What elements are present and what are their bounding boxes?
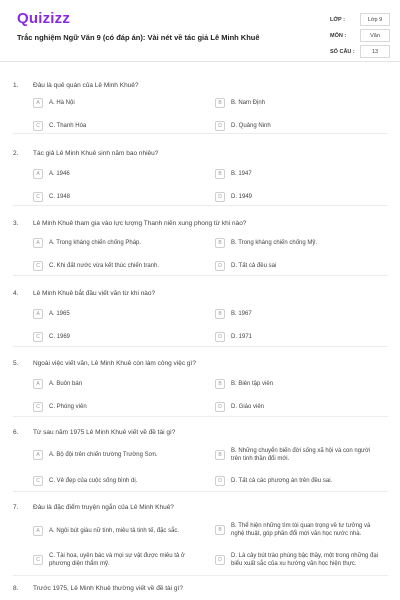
option-text: C. 1969 bbox=[49, 334, 71, 340]
question-divider bbox=[13, 346, 388, 347]
option-letter-box: D bbox=[215, 402, 225, 412]
option-text: A. 1965 bbox=[49, 311, 70, 317]
option-letter-box: D bbox=[215, 121, 225, 131]
option-a[interactable] bbox=[33, 526, 179, 536]
option-b[interactable] bbox=[215, 522, 381, 538]
option-letter-box: D bbox=[215, 332, 225, 342]
option-letter-box: C bbox=[33, 261, 43, 271]
option-letter-box: D bbox=[215, 261, 225, 271]
option-b[interactable] bbox=[215, 309, 252, 319]
option-c[interactable] bbox=[33, 261, 159, 271]
option-b[interactable] bbox=[215, 98, 265, 108]
option-letter-box: C bbox=[33, 192, 43, 202]
quizizz-logo[interactable]: Quizizz bbox=[17, 10, 71, 27]
option-letter-box: A bbox=[33, 450, 43, 460]
question-text: Lê Minh Khuê bắt đầu viết văn từ khi nào? bbox=[33, 290, 156, 297]
option-a[interactable] bbox=[33, 379, 82, 389]
meta-key-subject: MÔN : bbox=[330, 32, 347, 39]
meta-row-grade bbox=[330, 12, 390, 27]
option-text: B. Nam Định bbox=[231, 100, 266, 106]
option-text: C. Thanh Hóa bbox=[49, 123, 87, 129]
option-letter-box: B bbox=[215, 98, 225, 108]
option-letter-box: A bbox=[33, 526, 43, 536]
option-text: D. Quảng Ninh bbox=[231, 123, 271, 129]
question-text: Từ sau năm 1975 Lê Minh Khuê viết về đề tài gì? bbox=[33, 429, 176, 436]
question-number: 3. bbox=[13, 220, 19, 227]
question-divider bbox=[13, 275, 388, 276]
question-divider bbox=[13, 491, 388, 492]
question-text: Đâu là quê quán của Lê Minh Khuê? bbox=[33, 82, 139, 89]
option-text: D. Tất cả các phương án trên đều sai. bbox=[231, 478, 333, 484]
option-d[interactable] bbox=[215, 402, 264, 412]
worksheet-title: Trắc nghiệm Ngữ Văn 9 (có đáp án): Vài nét về tác giả Lê Minh Khuê bbox=[17, 33, 260, 42]
question-divider bbox=[13, 133, 388, 134]
option-b[interactable] bbox=[215, 379, 273, 389]
option-d[interactable] bbox=[215, 552, 381, 568]
question-number: 7. bbox=[13, 504, 19, 511]
option-d[interactable] bbox=[215, 261, 276, 271]
option-letter-box: D bbox=[215, 555, 225, 565]
option-c[interactable] bbox=[33, 192, 70, 202]
option-text: A. Buôn bán bbox=[49, 381, 83, 387]
question-number: 2. bbox=[13, 150, 19, 157]
option-c[interactable] bbox=[33, 552, 199, 568]
option-c[interactable] bbox=[33, 476, 137, 486]
meta-value-subject: Văn bbox=[360, 29, 390, 42]
question-divider bbox=[13, 575, 388, 576]
option-b[interactable] bbox=[215, 447, 381, 463]
option-letter-box: B bbox=[215, 309, 225, 319]
option-text: D. 1949 bbox=[231, 194, 253, 200]
question-divider bbox=[13, 205, 388, 206]
option-letter-box: B bbox=[215, 169, 225, 179]
question-text: Ngoài việc viết văn, Lê Minh Khuê còn làm công việc gì? bbox=[33, 360, 196, 367]
option-d[interactable] bbox=[215, 332, 252, 342]
question-divider bbox=[13, 416, 388, 417]
option-text: D. Là cây bút trào phúng bậc thầy, một trong những đại biểu xuất sắc của xu hướng văn học hiện thực. bbox=[231, 553, 378, 567]
option-text: B. 1947 bbox=[231, 171, 252, 177]
question-number: 1. bbox=[13, 82, 19, 89]
option-letter-box: C bbox=[33, 402, 43, 412]
question-number: 4. bbox=[13, 290, 19, 297]
option-text: A. Ngôi bút giàu nữ tính, miêu tả tinh tế, đặc sắc. bbox=[49, 528, 180, 534]
option-letter-box: D bbox=[215, 476, 225, 486]
question-number: 8. bbox=[13, 585, 19, 592]
option-c[interactable] bbox=[33, 121, 86, 131]
option-letter-box: B bbox=[215, 379, 225, 389]
option-text: B. Những chuyển biến đời sống xã hội và con người trên tinh thần đổi mới. bbox=[231, 448, 371, 462]
question-text: Lê Minh Khuê tham gia vào lực lượng Thanh niên xung phong từ khi nào? bbox=[33, 220, 247, 227]
option-d[interactable] bbox=[215, 121, 271, 131]
option-text: D. Giáo viên bbox=[231, 404, 265, 410]
option-b[interactable] bbox=[215, 238, 317, 248]
question-text: Đâu là đặc điểm truyện ngắn của Lê Minh Khuê? bbox=[33, 504, 174, 511]
meta-value-count: 13 bbox=[360, 45, 390, 58]
question-number: 5. bbox=[13, 360, 19, 367]
option-letter-box: B bbox=[215, 238, 225, 248]
option-a[interactable] bbox=[33, 238, 141, 248]
meta-row-subject bbox=[330, 28, 390, 43]
option-text: C. Phóng viên bbox=[49, 404, 87, 410]
option-letter-box: A bbox=[33, 98, 43, 108]
option-text: C. 1948 bbox=[49, 194, 71, 200]
meta-value-grade: Lớp 9 bbox=[360, 13, 390, 26]
option-letter-box: B bbox=[215, 525, 225, 535]
option-d[interactable] bbox=[215, 476, 332, 486]
meta-key-count: SỐ CÂU : bbox=[330, 48, 355, 55]
option-text: D. 1971 bbox=[231, 334, 253, 340]
option-letter-box: C bbox=[33, 555, 43, 565]
option-a[interactable] bbox=[33, 169, 70, 179]
option-text: B. Thể hiện những tìm tòi quan trọng về tư tưởng và nghệ thuật, góp phần đổi mới văn học nước nhà. bbox=[231, 523, 371, 537]
option-c[interactable] bbox=[33, 402, 87, 412]
worksheet-header bbox=[0, 0, 400, 62]
option-letter-box: B bbox=[215, 450, 225, 460]
option-text: A. Trong kháng chiến chống Pháp. bbox=[49, 240, 142, 246]
meta-row-count bbox=[330, 44, 390, 59]
option-text: A. Bộ đội trên chiến trường Trường Sơn. bbox=[49, 452, 158, 458]
option-letter-box: A bbox=[33, 379, 43, 389]
option-letter-box: A bbox=[33, 238, 43, 248]
option-letter-box: A bbox=[33, 169, 43, 179]
question-text: Trước 1975, Lê Minh Khuê thường viết về đề tài gì? bbox=[33, 585, 183, 592]
option-c[interactable] bbox=[33, 332, 70, 342]
option-text: C. Tài hoa, uyên bác và mọi sự vật được miêu tả ở phương diện thẩm mỹ. bbox=[49, 553, 185, 567]
option-text: B. Biên tập viên bbox=[231, 381, 274, 387]
option-text: B. 1967 bbox=[231, 311, 252, 317]
option-d[interactable] bbox=[215, 192, 252, 202]
meta-key-grade: LỚP : bbox=[330, 16, 345, 23]
option-a[interactable] bbox=[33, 450, 158, 460]
question-number: 6. bbox=[13, 429, 19, 436]
question-text: Tác giả Lê Minh Khuê sinh năm bao nhiêu? bbox=[33, 150, 159, 157]
option-letter-box: A bbox=[33, 309, 43, 319]
option-letter-box: C bbox=[33, 121, 43, 131]
option-text: D. Tất cả đều sai bbox=[231, 263, 277, 269]
option-letter-box: C bbox=[33, 476, 43, 486]
option-text: B. Trong kháng chiến chống Mỹ. bbox=[231, 240, 318, 246]
option-text: C. Khi đất nước vừa kết thúc chiến tranh. bbox=[49, 263, 160, 269]
option-b[interactable] bbox=[215, 169, 252, 179]
option-a[interactable] bbox=[33, 309, 70, 319]
option-text: A. 1946 bbox=[49, 171, 70, 177]
meta-panel bbox=[330, 12, 390, 60]
option-letter-box: C bbox=[33, 332, 43, 342]
option-text: A. Hà Nội bbox=[49, 100, 75, 106]
option-a[interactable] bbox=[33, 98, 75, 108]
option-text: C. Vẻ đẹp của cuộc sống bình dị. bbox=[49, 478, 138, 484]
option-letter-box: D bbox=[215, 192, 225, 202]
